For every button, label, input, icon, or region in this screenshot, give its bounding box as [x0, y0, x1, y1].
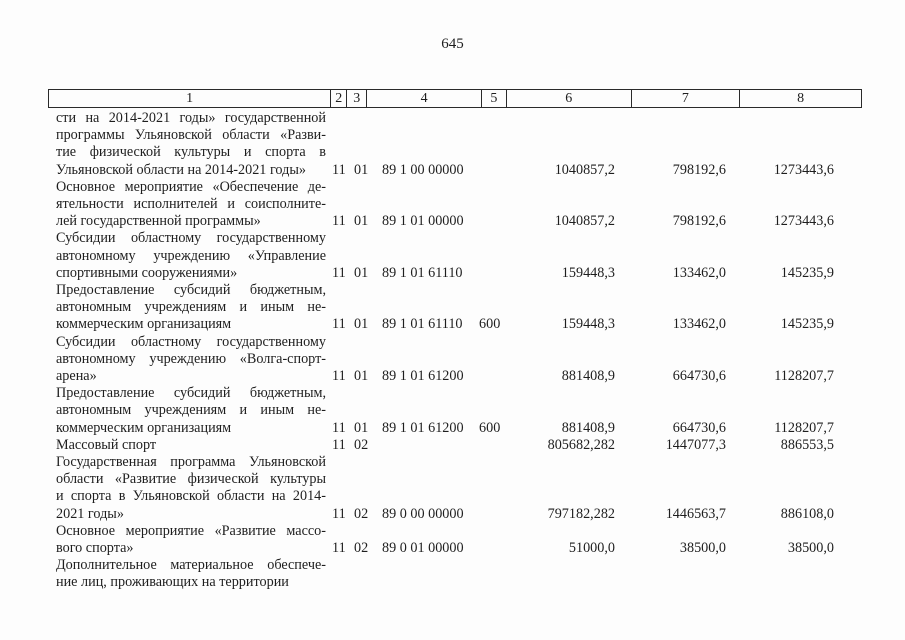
header-col-4: 4: [367, 90, 482, 107]
table-row: [56, 179, 862, 231]
subsection-code: 01: [354, 368, 369, 385]
description-line: Предоставление субсидий бюджетным,: [56, 385, 326, 402]
table-row: [56, 282, 862, 334]
description-line: вого спорта»: [56, 540, 134, 557]
description-line: Предоставление субсидий бюджетным,: [56, 282, 326, 299]
expense-type-code: 600: [479, 316, 501, 333]
header-col-6: 6: [507, 90, 632, 107]
subsection-code: 02: [354, 505, 369, 522]
amount-col-8: 38500,0: [787, 540, 834, 557]
description-line: 2021 годы»: [56, 505, 124, 522]
description-line: ние лиц, проживающих на территории: [56, 574, 289, 591]
row-description: [56, 282, 326, 334]
amount-col-8: 1128207,7: [774, 419, 834, 436]
amount-col-8: 886553,5: [780, 436, 834, 453]
target-article-code: 89 1 01 00000: [382, 213, 464, 230]
section-code: 11: [332, 368, 346, 385]
amount-col-7: 1447077,3: [665, 436, 726, 453]
table-row: [56, 230, 862, 282]
amount-col-8: 145235,9: [780, 264, 834, 281]
row-description: [56, 437, 326, 454]
amount-col-7: 664730,6: [672, 419, 726, 436]
row-description: [56, 110, 326, 179]
description-line: Основное мероприятие «Развитие массо-: [56, 522, 326, 539]
page-number: 645: [441, 36, 464, 52]
expense-type-code: 600: [479, 419, 501, 436]
target-article-code: 89 1 01 61200: [382, 368, 464, 385]
table-row: [56, 454, 862, 523]
description-line: автономным учреждениям и иным не-: [56, 402, 326, 419]
table-row: [56, 385, 862, 437]
subsection-code: 02: [354, 540, 369, 557]
table-body: [56, 110, 862, 592]
table-header: [48, 89, 862, 108]
description-line: Ульяновской области на 2014-2021 годы»: [56, 161, 306, 178]
row-description: [56, 179, 326, 231]
amount-col-7: 38500,0: [679, 540, 726, 557]
section-code: 11: [332, 419, 346, 436]
section-code: 11: [332, 264, 346, 281]
description-line: автономному учреждению «Волга-спорт-: [56, 350, 326, 367]
amount-col-8: 886108,0: [780, 505, 834, 522]
amount-col-7: 1446563,7: [665, 505, 726, 522]
amount-col-7: 798192,6: [672, 213, 726, 230]
description-line: Основное мероприятие «Обеспечение де-: [56, 178, 326, 195]
row-description: [56, 334, 326, 386]
target-article-code: 89 1 01 61110: [382, 316, 463, 333]
amount-col-6: 1040857,2: [554, 213, 615, 230]
description-line: Субсидии областному государственному: [56, 230, 326, 247]
amount-col-6: 797182,282: [547, 505, 615, 522]
description-line: лей государственной программы»: [56, 213, 261, 230]
target-article-code: 89 0 01 00000: [382, 540, 464, 557]
description-line: области «Развитие физической культуры: [56, 471, 326, 488]
description-line: Государственная программа Ульяновской: [56, 454, 326, 471]
amount-col-7: 133462,0: [672, 316, 726, 333]
description-line: Массовый спорт: [56, 436, 157, 453]
description-line: автономному учреждению «Управление: [56, 247, 326, 264]
amount-col-6: 881408,9: [561, 368, 615, 385]
header-col-1: 1: [49, 90, 331, 107]
subsection-code: 01: [354, 419, 369, 436]
row-description: [56, 523, 326, 557]
amount-col-8: 1273443,6: [773, 213, 834, 230]
section-code: 11: [332, 213, 346, 230]
description-line: коммерческим организациям: [56, 316, 232, 333]
header-col-8: 8: [797, 91, 805, 106]
target-article-code: 89 1 00 00000: [382, 161, 464, 178]
amount-col-6: 159448,3: [561, 264, 615, 281]
description-line: сти на 2014-2021 годы» государственной: [56, 110, 326, 126]
target-article-code: 89 1 01 61110: [382, 264, 463, 281]
header-col-2: 2: [331, 90, 347, 107]
amount-col-6: 805682,282: [547, 436, 615, 453]
row-description: [56, 557, 326, 591]
amount-col-6: 881408,9: [561, 419, 615, 436]
amount-col-6: 51000,0: [568, 540, 615, 557]
amount-col-8: 1128207,7: [774, 368, 834, 385]
description-line: автономным учреждениям и иным не-: [56, 299, 326, 316]
row-description: [56, 385, 326, 437]
description-line: коммерческим организациям: [56, 419, 232, 436]
subsection-code: 02: [354, 436, 369, 453]
table-row: [56, 557, 862, 591]
description-line: Субсидии областному государственному: [56, 333, 326, 350]
target-article-code: 89 0 00 00000: [382, 505, 464, 522]
subsection-code: 01: [354, 213, 369, 230]
description-line: и спорта в Ульяновской области на 2014-: [56, 488, 326, 505]
subsection-code: 01: [354, 161, 369, 178]
section-code: 11: [332, 540, 346, 557]
amount-col-7: 664730,6: [672, 368, 726, 385]
section-code: 11: [332, 161, 346, 178]
row-description: [56, 230, 326, 282]
target-article-code: 89 1 01 61200: [382, 419, 464, 436]
row-description: [56, 454, 326, 523]
table-row: [56, 110, 862, 179]
section-code: 11: [332, 505, 346, 522]
subsection-code: 01: [354, 264, 369, 281]
table-row: [56, 437, 862, 454]
description-line: спортивными сооружениями»: [56, 264, 238, 281]
header-col-3: 3: [347, 90, 367, 107]
description-line: программы Ульяновской области «Разви-: [56, 127, 326, 144]
subsection-code: 01: [354, 316, 369, 333]
table-row: [56, 523, 862, 557]
header-col-7: 7: [632, 90, 741, 107]
amount-col-8: 145235,9: [780, 316, 834, 333]
amount-col-6: 1040857,2: [554, 161, 615, 178]
table-row: [56, 334, 862, 386]
amount-col-7: 133462,0: [672, 264, 726, 281]
amount-col-8: 1273443,6: [773, 161, 834, 178]
description-line: тие физической культуры и спорта в: [56, 144, 326, 161]
section-code: 11: [332, 316, 346, 333]
amount-col-7: 798192,6: [672, 161, 726, 178]
description-line: ятельности исполнителей и соисполните-: [56, 196, 326, 213]
section-code: 11: [332, 436, 346, 453]
description-line: арена»: [56, 368, 97, 385]
amount-col-6: 159448,3: [561, 316, 615, 333]
description-line: Дополнительное материальное обеспече-: [56, 557, 326, 574]
header-col-5: 5: [482, 90, 507, 107]
